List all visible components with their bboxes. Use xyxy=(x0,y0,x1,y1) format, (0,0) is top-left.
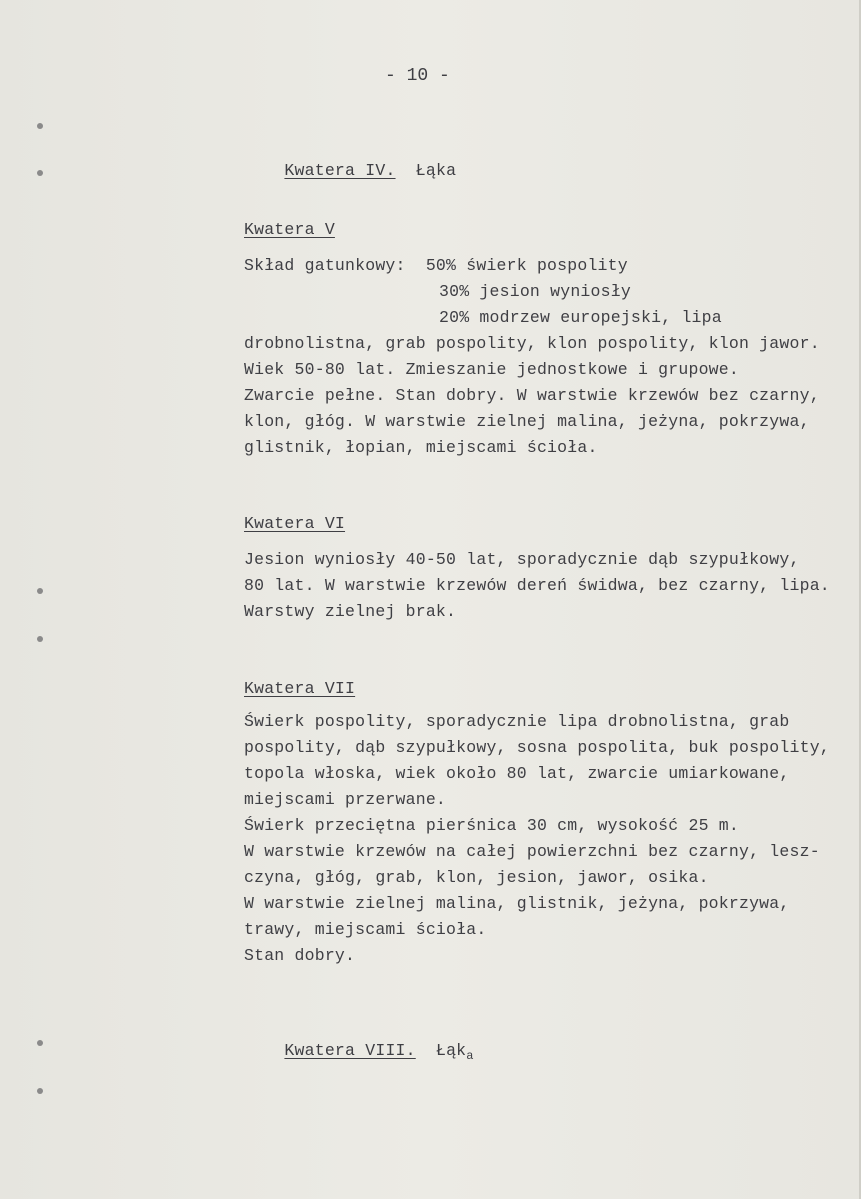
text-line: W warstwie zielnej malina, glistnik, jeżyna, pokrzywa, xyxy=(244,894,790,913)
text-line: W warstwie krzewów na całej powierzchni bez czarny, lesz- xyxy=(244,842,820,861)
text-line: 20% modrzew europejski, lipa xyxy=(439,308,722,327)
text-line: klon, głóg. W warstwie zielnej malina, jeżyna, pokrzywa, xyxy=(244,412,810,431)
text-line: Skład gatunkowy: 50% świerk pospolity xyxy=(244,256,628,275)
page-number: - 10 - xyxy=(385,66,450,86)
section-heading: Kwatera V xyxy=(244,220,335,239)
punch-hole-mark xyxy=(37,123,43,129)
text-line: glistnik, łopian, miejscami ścioła. xyxy=(244,438,598,457)
section-text: Łąk xyxy=(435,1040,467,1060)
text-line: Wiek 50-80 lat. Zmieszanie jednostkowe i grupowe. xyxy=(244,360,739,379)
section-heading: Kwatera VI xyxy=(244,514,346,533)
punch-hole-mark xyxy=(37,1040,43,1046)
section-heading: Kwatera VII xyxy=(244,679,356,698)
punch-hole-mark xyxy=(37,636,43,642)
text-line: 30% jesion wyniosły xyxy=(439,282,631,301)
text-line: Świerk przeciętna pierśnica 30 cm, wysokość 25 m. xyxy=(244,816,739,835)
text-line: Zwarcie pełne. Stan dobry. W warstwie krzewów bez czarny, xyxy=(244,386,820,405)
text-line: pospolity, dąb szypułkowy, sosna pospolita, buk pospolity, xyxy=(244,738,830,757)
text-line: topola włoska, wiek około 80 lat, zwarcie umiarkowane, xyxy=(244,764,790,783)
text-line: trawy, miejscami ścioła. xyxy=(244,920,487,939)
section-text-subscript: a xyxy=(466,1048,474,1063)
text-line: czyna, głóg, grab, klon, jesion, jawor, osika. xyxy=(244,868,709,887)
punch-hole-mark xyxy=(37,170,43,176)
section-text: Łąka xyxy=(415,160,457,180)
section-heading: Kwatera VIII. xyxy=(284,1040,416,1060)
text-line: miejscami przerwane. xyxy=(244,790,447,809)
text-line: 80 lat. W warstwie krzewów dereń świdwa, bez czarny, lipa. xyxy=(244,576,830,595)
text-line: Warstwy zielnej brak. xyxy=(244,602,457,621)
text-line: Świerk pospolity, sporadycznie lipa drobnolistna, grab xyxy=(244,712,790,731)
punch-hole-mark xyxy=(37,1088,43,1094)
section-heading: Kwatera IV. xyxy=(284,160,396,180)
text-line: drobnolistna, grab pospolity, klon pospolity, klon jawor. xyxy=(244,334,820,353)
text-line: Stan dobry. xyxy=(244,946,356,965)
text-line: Jesion wyniosły 40-50 lat, sporadycznie dąb szypułkowy, xyxy=(244,550,800,569)
punch-hole-mark xyxy=(37,588,43,594)
section-viii xyxy=(244,1026,474,1078)
section-iv xyxy=(244,146,456,196)
